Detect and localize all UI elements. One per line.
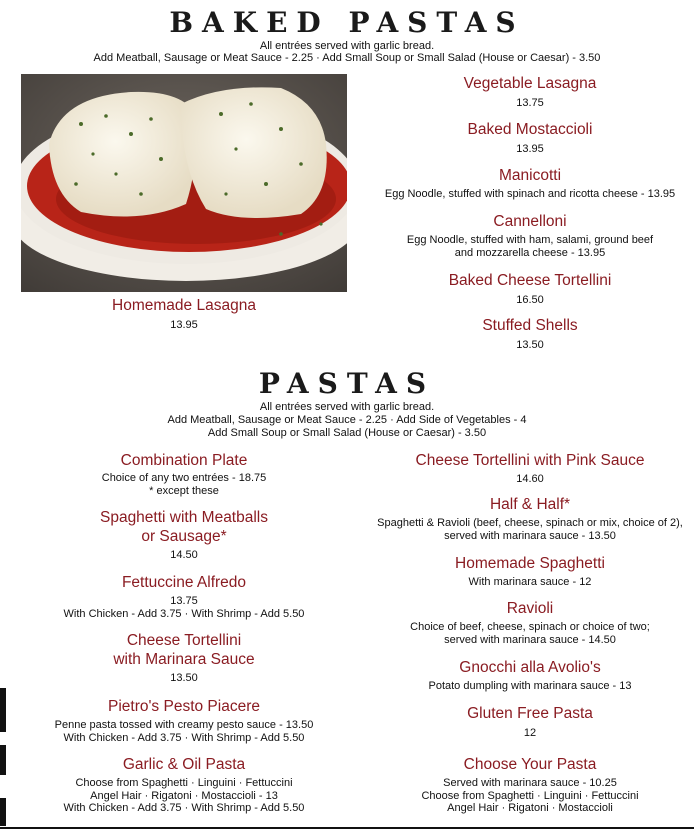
menu-item-cheese-tortellini-marinara [14, 631, 354, 685]
item-name: Homemade Lasagna [112, 297, 256, 314]
lasagna-photo [21, 74, 347, 292]
baked-note-1: All entrées served with garlic bread. [259, 40, 435, 52]
menu-item-homemade-lasagna [21, 296, 347, 332]
menu-item-spaghetti-meatballs [14, 508, 354, 562]
item-desc: Angel Hair · Rigatoni · Mostaccioli - 13 [90, 789, 278, 802]
item-name: Choose Your Pasta [463, 756, 597, 773]
pastas-note-3: Add Small Soup or Small Salad (House or Caesar) - 3.50 [207, 427, 487, 439]
item-desc: and mozzarella cheese - 13.95 [454, 246, 606, 259]
item-price: 14.60 [516, 473, 544, 485]
item-price: 13.95 [170, 319, 198, 331]
item-desc: Choice of beef, cheese, spinach or choice of two; [410, 621, 650, 633]
item-desc: With Chicken - Add 3.75 · With Shrimp - Add 5.50 [63, 802, 305, 814]
item-desc: With marinara sauce - 12 [468, 576, 592, 588]
bottom-rule [0, 827, 694, 829]
item-name: Gluten Free Pasta [467, 705, 593, 722]
menu-item-choose-your-pasta [360, 755, 694, 815]
baked-pastas-title: BAKED PASTAS [169, 6, 525, 39]
item-desc: Served with marinara sauce - 10.25 [443, 777, 617, 789]
item-name: or Sausage* [141, 528, 227, 545]
menu-item-cannelloni [370, 212, 690, 259]
item-desc: Choose from Spaghetti · Linguini · Fettuccini [421, 789, 639, 802]
item-price: 16.50 [516, 294, 544, 306]
item-name: Half & Half* [489, 496, 571, 513]
item-name: Stuffed Shells [482, 317, 578, 334]
menu-item-tortellini-pink-sauce [360, 451, 694, 486]
item-name: Gnocchi alla Avolio's [459, 659, 601, 676]
menu-item-garlic-oil-pasta [14, 755, 354, 815]
menu-item-vegetable-lasagna [370, 74, 690, 110]
menu-item-fettuccine-alfredo [14, 573, 354, 620]
menu-item-stuffed-shells [370, 316, 690, 352]
item-desc: With Chicken - Add 3.75 · With Shrimp - Add 5.50 [63, 607, 305, 620]
left-edge-mark [0, 798, 6, 826]
item-name: Manicotti [498, 167, 562, 184]
item-name: Cheese Tortellini with Pink Sauce [415, 452, 645, 469]
menu-item-manicotti [370, 166, 690, 201]
item-name: Combination Plate [120, 452, 248, 469]
item-desc: Egg Noodle, stuffed with ham, salami, ground beef [406, 234, 654, 246]
left-edge-mark [0, 745, 6, 775]
item-desc: Penne pasta tossed with creamy pesto sauce - 13.50 [54, 719, 314, 731]
item-desc: Egg Noodle, stuffed with spinach and ricotta cheese - 13.95 [384, 188, 676, 200]
menu-item-half-and-half [360, 495, 694, 542]
menu-item-ravioli [360, 599, 694, 646]
pastas-note-1: All entrées served with garlic bread. [259, 401, 435, 413]
item-price: 13.50 [516, 339, 544, 351]
item-name: with Marinara Sauce [113, 651, 255, 668]
item-name: Vegetable Lasagna [463, 75, 597, 92]
item-desc: served with marinara sauce - 14.50 [444, 633, 616, 646]
item-desc: served with marinara sauce - 13.50 [444, 529, 616, 542]
item-price: 13.75 [516, 97, 544, 109]
menu-item-homemade-spaghetti [360, 554, 694, 589]
menu-item-gnocchi [360, 658, 694, 693]
item-name: Homemade Spaghetti [455, 555, 605, 572]
pastas-title: PASTAS [258, 367, 436, 400]
item-name: Fettuccine Alfredo [121, 574, 247, 591]
item-name: Pietro's Pesto Piacere [107, 698, 260, 715]
item-desc: With Chicken - Add 3.75 · With Shrimp - Add 5.50 [63, 731, 305, 744]
item-desc: Angel Hair · Rigatoni · Mostaccioli [447, 802, 613, 814]
item-desc: Choice of any two entrées - 18.75 [101, 472, 267, 484]
item-desc: Spaghetti & Ravioli (beef, cheese, spinach or mix, choice of 2), [377, 517, 683, 529]
baked-note-2: Add Meatball, Sausage or Meat Sauce - 2.25 · Add Small Soup or Small Salad (House or Caesar) - 3.50 [93, 52, 601, 64]
item-price: 13.75 [170, 595, 198, 607]
item-desc: * except these [149, 484, 219, 497]
item-name: Baked Mostaccioli [467, 121, 593, 138]
item-name: Cheese Tortellini [126, 632, 242, 649]
menu-item-pesto-piacere [14, 697, 354, 744]
menu-item-baked-mostaccioli [370, 120, 690, 156]
menu-item-baked-cheese-tortellini [370, 271, 690, 307]
item-name: Baked Cheese Tortellini [448, 272, 612, 289]
item-price: 14.50 [170, 549, 198, 561]
left-edge-mark [0, 688, 6, 732]
item-name: Ravioli [506, 600, 554, 617]
item-name: Garlic & Oil Pasta [122, 756, 246, 773]
menu-item-combination-plate [14, 451, 354, 497]
item-desc: Potato dumpling with marinara sauce - 13 [428, 680, 632, 692]
item-desc: Choose from Spaghetti · Linguini · Fettuccini [75, 777, 293, 789]
menu-item-gluten-free-pasta [360, 704, 694, 740]
item-price: 13.50 [170, 672, 198, 684]
pastas-note-2: Add Meatball, Sausage or Meat Sauce - 2.25 · Add Side of Vegetables - 4 [167, 414, 527, 426]
item-price: 13.95 [516, 143, 544, 155]
item-name: Spaghetti with Meatballs [99, 509, 268, 526]
item-name: Cannelloni [493, 213, 567, 230]
item-price: 12 [523, 727, 537, 739]
